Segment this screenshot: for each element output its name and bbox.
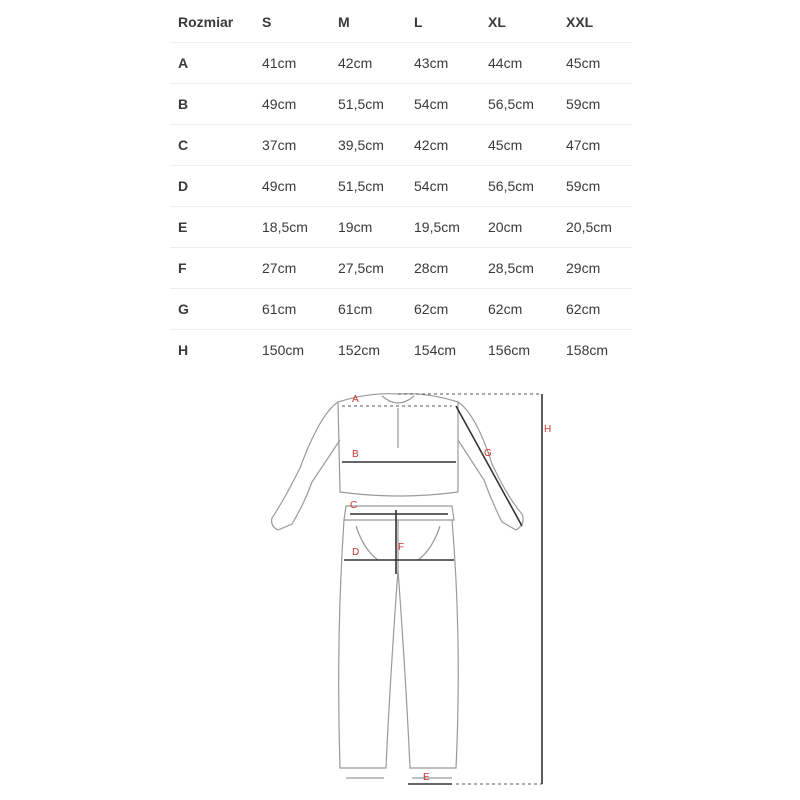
table-cell: 20,5cm: [558, 207, 632, 248]
table-cell: 28,5cm: [480, 248, 558, 289]
table-cell: 150cm: [262, 342, 305, 358]
label-g: G: [484, 448, 492, 459]
jumpsuit-measurement-diagram: [0, 380, 800, 800]
measurement-c: [350, 500, 448, 514]
table-cell: 51,5cm: [330, 166, 406, 207]
table-cell: 56,5cm: [480, 84, 558, 125]
table-header-row: [170, 2, 632, 43]
table-cell: 62cm: [406, 289, 480, 330]
table-cell: 41cm: [254, 43, 330, 84]
label-e: E: [423, 772, 430, 783]
table-cell: 61cm: [254, 289, 330, 330]
label-f: F: [398, 542, 405, 553]
header-xxl: XXL: [558, 2, 632, 43]
table-cell: 18,5cm: [254, 207, 330, 248]
table-cell: 28cm: [406, 248, 480, 289]
table-cell: 42cm: [406, 125, 480, 166]
header-size: Rozmiar: [170, 2, 254, 43]
table-cell: 45cm: [480, 125, 558, 166]
table-cell: 45cm: [558, 43, 632, 84]
measurement-g: [456, 406, 522, 526]
row-label: H: [178, 342, 189, 358]
label-h: H: [544, 424, 552, 435]
header-m: M: [330, 2, 406, 43]
table-cell: 39,5cm: [330, 125, 406, 166]
row-label: A: [170, 43, 254, 84]
row-label: B: [170, 84, 254, 125]
table-cell: 29cm: [558, 248, 632, 289]
table-cell: 158cm: [566, 342, 609, 358]
table-cell: 51,5cm: [330, 84, 406, 125]
table-row: [170, 289, 632, 330]
row-label: C: [170, 125, 254, 166]
header-xl: XL: [480, 2, 558, 43]
table-cell: 61cm: [330, 289, 406, 330]
table-row: [170, 43, 632, 84]
row-label: F: [170, 248, 254, 289]
table-cell: 59cm: [558, 166, 632, 207]
row-label: E: [170, 207, 254, 248]
table-row: [170, 248, 632, 289]
table-row: [170, 125, 632, 166]
label-b: B: [352, 449, 359, 460]
table-cell: 42cm: [330, 43, 406, 84]
table-cell: 62cm: [558, 289, 632, 330]
label-a: A: [352, 394, 359, 405]
label-c: C: [350, 500, 358, 511]
table-row: [170, 330, 632, 371]
table-cell: 19cm: [330, 207, 406, 248]
table-cell: 27,5cm: [330, 248, 406, 289]
size-chart-table: [170, 2, 632, 370]
table-cell: 20cm: [480, 207, 558, 248]
row-label: D: [170, 166, 254, 207]
table-cell: 54cm: [406, 166, 480, 207]
table-cell: 56,5cm: [480, 166, 558, 207]
table-cell: 62cm: [480, 289, 558, 330]
table-cell: 156cm: [488, 342, 531, 358]
table-cell: 54cm: [406, 84, 480, 125]
table-cell: 59cm: [558, 84, 632, 125]
table-row: [170, 84, 632, 125]
table-cell: 44cm: [480, 43, 558, 84]
table-cell: 49cm: [254, 84, 330, 125]
label-d: D: [352, 547, 360, 558]
header-l: L: [406, 2, 480, 43]
table-cell: 19,5cm: [406, 207, 480, 248]
table-row: [170, 207, 632, 248]
table-cell: 154cm: [414, 342, 457, 358]
row-label: G: [170, 289, 254, 330]
table-cell: 37cm: [254, 125, 330, 166]
table-row: [170, 166, 632, 207]
header-s: S: [254, 2, 330, 43]
table-cell: 43cm: [406, 43, 480, 84]
table-cell: 47cm: [558, 125, 632, 166]
table-cell: 152cm: [338, 342, 381, 358]
measurement-h: [398, 394, 551, 784]
table-cell: 49cm: [254, 166, 330, 207]
measurement-b: [342, 449, 456, 462]
table-cell: 27cm: [254, 248, 330, 289]
